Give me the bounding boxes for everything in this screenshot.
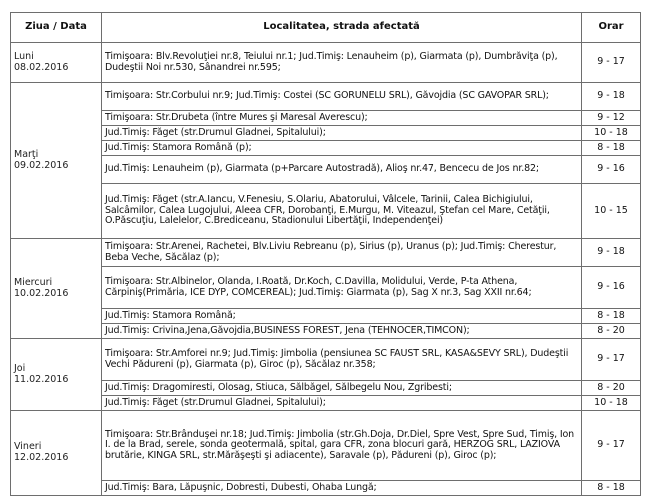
header-day-date: Ziua / Data [11, 13, 102, 43]
affected-locations: Timişoara: Str.Drubeta (între Mures şi Maresal Averescu); [102, 111, 582, 126]
schedule-row [11, 396, 641, 411]
affected-locations: Jud.Timiş: Făget (str.Drumul Gladnei, Spitalului); [102, 396, 582, 411]
schedule-row [11, 156, 641, 184]
affected-locations: Timişoara: Str.Amforei nr.9; Jud.Timiş: Jimbolia (pensiunea SC FAUST SRL, KASA&SEVY SRL), Dudeştii Vechi Pădureni (p), Giarmata (p), Giroc (p), Săcălaz nr.358; [102, 339, 582, 381]
schedule-row [11, 83, 641, 111]
day-cell [11, 83, 102, 239]
day-cell [11, 43, 102, 83]
schedule-row [11, 43, 641, 83]
day-name: Luni [14, 50, 34, 62]
affected-locations: Jud.Timiş: Lenauheim (p), Giarmata (p+Parcare Autostradă), Alioş nr.47, Bencecu de Jos nr.82; [102, 156, 582, 184]
time-interval: 8 - 18 [582, 481, 641, 496]
day-date: 10.02.2016 [14, 287, 69, 299]
affected-locations: Jud.Timiş: Stamora Română; [102, 309, 582, 324]
time-interval: 8 - 20 [582, 381, 641, 396]
time-interval: 10 - 18 [582, 396, 641, 411]
time-interval: 9 - 16 [582, 156, 641, 184]
outage-schedule-table [10, 12, 641, 496]
day-date: 08.02.2016 [14, 61, 69, 73]
header-location-street: Localitatea, strada afectată [102, 13, 582, 43]
schedule-row [11, 126, 641, 141]
affected-locations: Jud.Timiş: Crivina,Jena,Găvojdia,BUSINESS FOREST, Jena (TEHNOCER,TIMCON); [102, 324, 582, 339]
day-name: Marţi [14, 148, 39, 160]
affected-locations: Timişoara: Str.Corbului nr.9; Jud.Timiş: Costei (SC GORUNELU SRL), Găvojdia (SC GAVOPAR SRL); [102, 83, 582, 111]
affected-locations: Jud.Timiş: Stamora Română (p); [102, 141, 582, 156]
schedule-row [11, 111, 641, 126]
day-name: Miercuri [14, 276, 53, 288]
time-interval: 9 - 17 [582, 43, 641, 83]
day-cell [11, 239, 102, 339]
time-interval: 8 - 18 [582, 141, 641, 156]
day-name: Joi [14, 362, 26, 374]
day-cell [11, 339, 102, 411]
time-interval: 9 - 12 [582, 111, 641, 126]
day-cell [11, 411, 102, 496]
schedule-row [11, 381, 641, 396]
time-interval: 9 - 17 [582, 339, 641, 381]
affected-locations: Jud.Timiş: Bara, Lăpuşnic, Dobresti, Dubesti, Ohaba Lungă; [102, 481, 582, 496]
time-interval: 9 - 18 [582, 239, 641, 267]
affected-locations: Timişoara: Str.Albinelor, Olanda, I.Roată, Dr.Koch, C.Davilla, Molidului, Verde, P-ta Athena, Cărpiniş(Primăria, ICE DYP, COMCEREAL); Jud.Timiş: Giarmata (p), Sag X nr.3, Sag XXII nr.64; [102, 267, 582, 309]
schedule-row [11, 239, 641, 267]
schedule-row [11, 411, 641, 481]
affected-locations: Jud.Timiş: Făget (str.A.Iancu, V.Fenesiu, S.Olariu, Abatorului, Vâlcele, Tarinii, Calea Bichigiului, Salcâmilor, Calea Lugojului, Aleea CFR, Dorobanţi, E.Murgu, M. Viteazul, Ştefan cel Mare, Cetăţii, O.Păscuţiu, Lalelelor, C.Brediceanu, Stadionului Libertăţii, Independenţei) [102, 184, 582, 239]
time-interval: 9 - 17 [582, 411, 641, 481]
day-date: 11.02.2016 [14, 373, 69, 385]
schedule-row [11, 324, 641, 339]
affected-locations: Timişoara: Blv.Revoluţiei nr.8, Teiului nr.1; Jud.Timiş: Lenauheim (p), Giarmata (p), Dumbrăviţa (p), Dudeştii Noi nr.530, Sânandrei nr.595; [102, 43, 582, 83]
time-interval: 9 - 16 [582, 267, 641, 309]
schedule-row [11, 481, 641, 496]
schedule-row [11, 267, 641, 309]
affected-locations: Jud.Timiş: Făget (str.Drumul Gladnei, Spitalului); [102, 126, 582, 141]
schedule-row [11, 309, 641, 324]
schedule-row [11, 339, 641, 381]
day-name: Vineri [14, 441, 42, 453]
time-interval: 9 - 18 [582, 83, 641, 111]
affected-locations: Timişoara: Str.Arenei, Rachetei, Blv.Liviu Rebreanu (p), Sirius (p), Uranus (p); Jud.Timiş: Cherestur, Beba Veche, Săcălaz (p); [102, 239, 582, 267]
affected-locations: Timişoara: Str.Brânduşei nr.18; Jud.Timiş: Jimbolia (str.Gh.Doja, Dr.Diel, Spre Vest, Spre Sud, Timiş, Ion I. de la Brad, serele, sonda geotermală, spital, gara CFR, zona blocuri gară, HERZOG SRL, LAZIOVA brutărie, KINGA SRL, str.Mărăşeşti şi adiacente), Saravale (p), Pădureni (p), Giroc (p); [102, 411, 582, 481]
time-interval: 8 - 18 [582, 309, 641, 324]
affected-locations: Jud.Timiş: Dragomiresti, Olosag, Stiuca, Sălbăgel, Sălbegelu Nou, Zgribesti; [102, 381, 582, 396]
header-row [11, 13, 641, 43]
schedule-row [11, 184, 641, 239]
schedule-row [11, 141, 641, 156]
time-interval: 10 - 18 [582, 126, 641, 141]
time-interval: 8 - 20 [582, 324, 641, 339]
day-date: 12.02.2016 [14, 452, 69, 463]
day-date: 09.02.2016 [14, 159, 69, 171]
time-interval: 10 - 15 [582, 184, 641, 239]
header-schedule: Orar [582, 13, 641, 43]
